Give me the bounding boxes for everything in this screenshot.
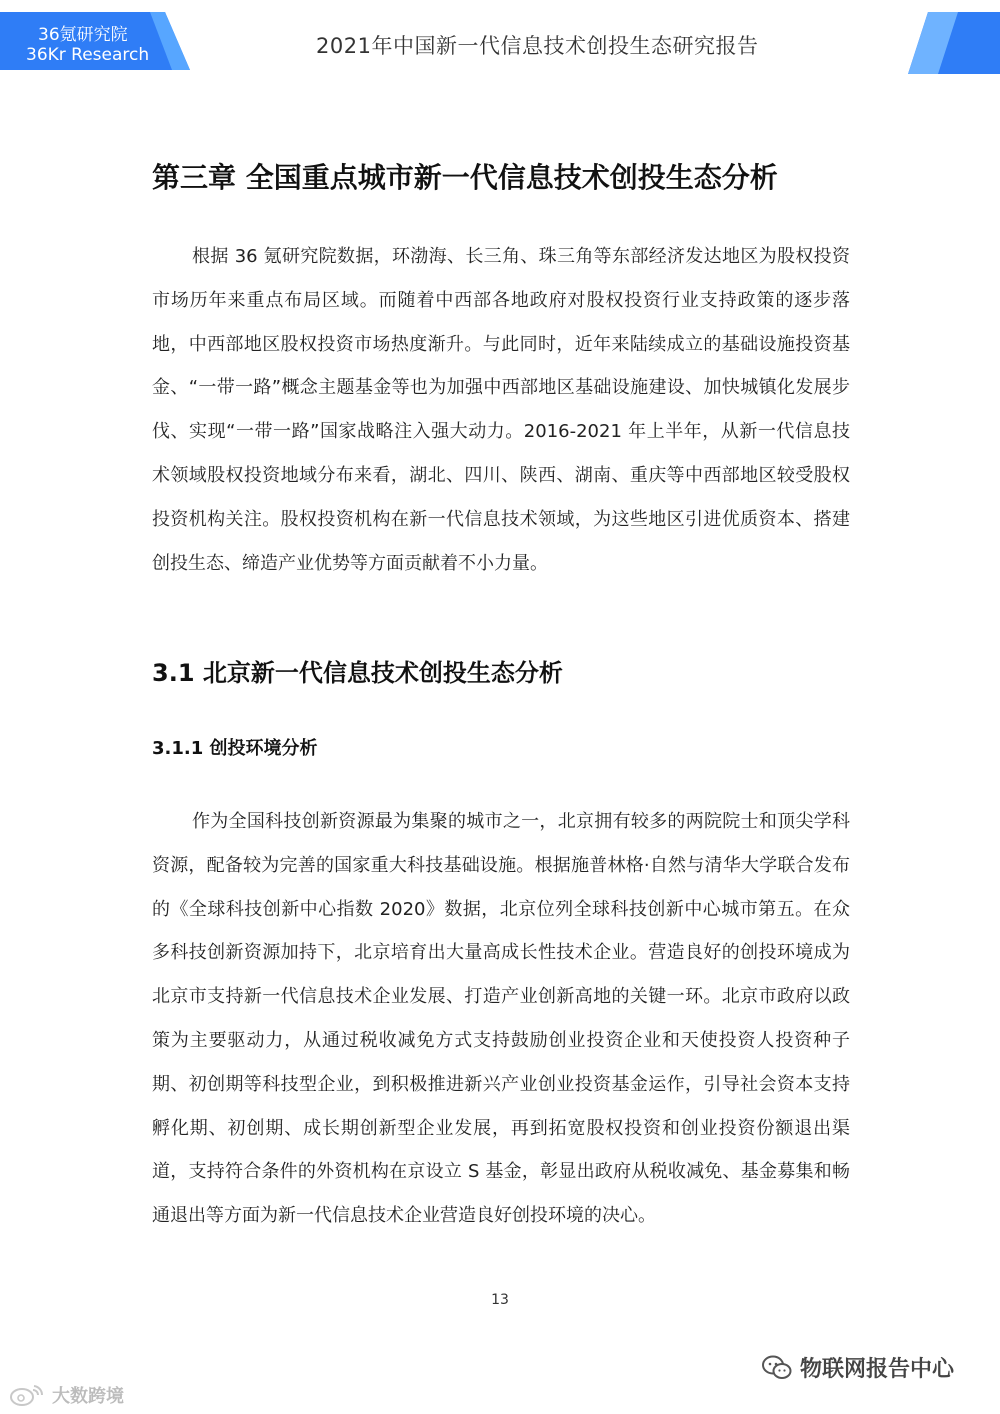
body-paragraph: 作为全国科技创新资源最为集聚的城市之一，北京拥有较多的两院院士和顶尖学科资源，配备较为完善的国家重大科技基础设施。根据施普林格·自然与清华大学联合发布的《全球科技创新中心指数 2020》数据，北京位列全球科技创新中心城市第五。在众多科技创新资源加持下，北京培育出大量高成长性技术企业。营造良好的创投环境成为北京市支持新一代信息技术企业发展、打造产业创新高地的关键一环。北京市政府以政策为主要驱动力，从通过税收减免方式支持鼓励创业投资企业和天使投资人投资种子期、初创期等科技型企业，到积极推进新兴产业创业投资基金运作，引导社会资本支持孵化期、初创期、成长期创新型企业发展，再到拓宽股权投资和创业投资份额退出渠道，支持符合条件的外资机构在京设立 S 基金，彰显出政府从税收减免、基金募集和畅通退出等方面为新一代信息技术企业营造良好创投环境的决心。 <box>152 811 850 1227</box>
watermark-right-text: 物联网报告中心 <box>800 1357 955 1382</box>
watermark-right <box>762 1352 954 1383</box>
section-title: 3.1 北京新一代信息技术创投生态分析 <box>152 659 563 687</box>
wechat-icon <box>762 1355 792 1381</box>
watermark-left <box>8 1382 124 1408</box>
page-number: 13 <box>491 1292 509 1308</box>
logo-name-en: 36Kr Research <box>26 45 150 65</box>
logo <box>0 12 190 70</box>
subsection-title: 3.1.1 创投环境分析 <box>152 738 318 759</box>
logo-name-cn: 36氪研究院 <box>38 25 128 45</box>
chapter-title: 第三章 全国重点城市新一代信息技术创投生态分析 <box>152 161 778 194</box>
corner-accent <box>908 12 1000 74</box>
watermark-left-text: 大数跨境 <box>52 1386 124 1407</box>
weibo-icon <box>8 1383 48 1407</box>
intro-paragraph: 根据 36 氪研究院数据，环渤海、长三角、珠三角等东部经济发达地区为股权投资市场历年来重点布局区域。而随着中西部各地政府对股权投资行业支持政策的逐步落地，中西部地区股权投资市场热度渐升。与此同时，近年来陆续成立的基础设施投资基金、“一带一路”概念主题基金等也为加强中西部地区基础设施建设、加快城镇化发展步伐、实现“一带一路”国家战略注入强大动力。2016-2021 年上半年，从新一代信息技术领域股权投资地域分布来看，湖北、四川、陕西、湖南、重庆等中西部地区较受股权投资机构关注。股权投资机构在新一代信息技术领域，为这些地区引进优质资本、搭建创投生态、缔造产业优势等方面贡献着不小力量。 <box>152 246 850 574</box>
report-title: 2021年中国新一代信息技术创投生态研究报告 <box>316 34 759 58</box>
page-header <box>0 0 1000 75</box>
